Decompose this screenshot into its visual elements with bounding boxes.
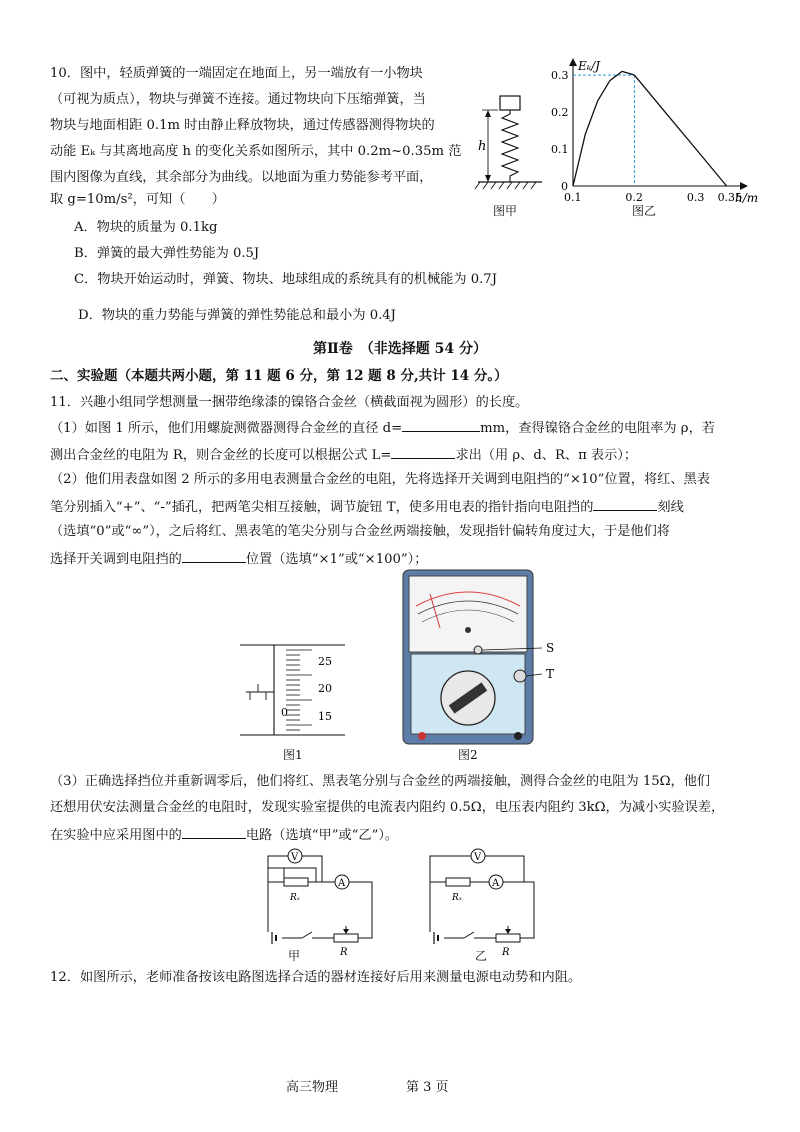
- x-tick-label: 0.35: [717, 191, 743, 204]
- q10-line: （可视为质点），物块与弹簧不连接。通过物块向下压缩弹簧，当: [50, 92, 426, 107]
- thimble-label-25: 25: [318, 655, 332, 668]
- q11-part1-line1: （1）如图 1 所示，他们用螺旋测微器测得合金丝的直径 d= mm，查得镍铬合金丝的电阻率为 ρ，若: [50, 417, 715, 439]
- x-tick-label: 0.3: [686, 191, 705, 204]
- dial-face: [409, 576, 527, 652]
- q10-line: 动能 Eₖ 与其离地高度 h 的变化关系如图所示，其中 0.2m~0.35m 范: [50, 144, 462, 159]
- q11-part1-line2: 测出合金丝的电阻为 R，则合金丝的长度可以根据公式 L= 求出（用 ρ、d、R、π 表示）；: [50, 444, 637, 466]
- x-tick-label: 0.1: [564, 191, 582, 204]
- q10-line: 物块与地面相距 0.1m 时由静止释放物块，通过传感器测得物块的: [50, 118, 435, 133]
- height-label: h: [478, 139, 487, 154]
- label-s: S: [546, 641, 555, 655]
- q11-intro: 11．兴趣小组同学想测量一捆带绝缘漆的镍铬合金丝（横截面视为圆形）的长度。: [50, 395, 529, 410]
- y-tick-label: 0.2: [551, 106, 569, 120]
- q11-part2-line2: 笔分别插入“+”、“-”插孔，把两笔尖相互接触，调节旋钮 T，使多用电表的指针指向电阻挡的 刻线: [50, 496, 684, 518]
- block: [500, 96, 520, 110]
- thimble-label-15: 15: [318, 710, 332, 723]
- q10-line: 围内图像为直线，其余部分为曲线。以地面为重力势能参考平面，: [50, 170, 433, 185]
- blank-range-setting[interactable]: [182, 548, 246, 563]
- svg-text:Rₓ: Rₓ: [452, 893, 462, 903]
- blank-zero-line[interactable]: [593, 496, 657, 511]
- y-tick-label: 0.1: [551, 143, 569, 157]
- footer-page: 第 3 页: [406, 1080, 449, 1095]
- ohm-adjust-knob-t[interactable]: [514, 670, 526, 682]
- q11-part3-line1: （3）正确选择挡位并重新调零后，他们将红、黑表笔分别与合金丝的两端接触，测得合金丝的电阻为 15Ω，他们: [50, 774, 711, 789]
- svg-text:A: A: [338, 878, 346, 889]
- rheostat-jia: [334, 934, 358, 942]
- ek-curve: [573, 71, 727, 186]
- circuit-jia-caption: 甲: [288, 949, 301, 963]
- q10-option-d: D．物块的重力势能与弹簧的弹性势能总和最小为 0.4J: [78, 308, 396, 323]
- q10-option-b: B．弹簧的最大弹性势能为 0.5J: [74, 246, 260, 261]
- sleeve-zero: 0: [281, 706, 288, 719]
- fig-jia-caption: 图甲: [493, 204, 518, 218]
- q12-text: 12．如图所示，老师准备按该电路图选择合适的器材连接好后用来测量电源电动势和内阻。: [50, 970, 582, 985]
- thimble-ticks: [286, 650, 312, 730]
- circuit-yi-caption: 乙: [475, 949, 488, 963]
- svg-text:R: R: [340, 947, 348, 958]
- x-axis-label: h/m: [735, 191, 759, 205]
- section-title: 第Ⅱ卷 （非选择题 54 分）: [312, 341, 488, 357]
- blank-diameter[interactable]: [402, 417, 480, 432]
- circuit-jia: [260, 840, 380, 966]
- q11-part2-line1: （2）他们用表盘如图 2 所示的多用电表测量合金丝的电阻，先将选择开关调到电阻挡的“×10”位置，将红、黑表: [50, 472, 710, 487]
- fig1-caption: 图1: [283, 748, 303, 762]
- ek-h-chart: [540, 56, 760, 216]
- q11-part2-line3: （选填“0”或“∞”），之后将红、黑表笔的笔尖分别与合金丝两端接触，发现指针偏转角度过大，于是他们将: [50, 524, 670, 539]
- multimeter-figure: [400, 568, 575, 746]
- svg-text:V: V: [291, 852, 299, 863]
- resistor-rx-jia: [284, 878, 308, 886]
- footer-subject: 高三物理: [286, 1080, 339, 1095]
- svg-text:V: V: [474, 852, 482, 863]
- q11-part3-line2: 还想用伏安法测量合金丝的电阻时，发现实验室提供的电流表内阻约 0.5Ω，电压表内阻约 3kΩ，为减小实验误差，: [50, 800, 725, 815]
- fig-yi-caption: 图乙: [632, 204, 657, 218]
- y-tick-label: 0: [561, 180, 568, 193]
- svg-text:R: R: [502, 947, 510, 958]
- q11-part3-line3: 在实验中应采用图中的 电路（选填“甲”或“乙”）。: [50, 824, 398, 846]
- svg-text:A: A: [492, 878, 500, 889]
- x-tick-label: 0.2: [625, 191, 643, 204]
- ground-hatch: [475, 182, 536, 189]
- blank-circuit-choice[interactable]: [182, 824, 246, 839]
- spring-figure: [470, 90, 550, 220]
- q10-option-c: C．物块开始运动时，弹簧、物块、地球组成的系统具有的机械能为 0.7J: [74, 272, 497, 287]
- q10-option-a: A．物块的质量为 0.1kg: [74, 220, 218, 235]
- svg-text:Rₓ: Rₓ: [290, 893, 300, 903]
- thimble-label-20: 20: [318, 682, 332, 695]
- q10-line: 取 g=10m/s²，可知（ ）: [50, 192, 225, 207]
- fig2-caption: 图2: [458, 748, 478, 762]
- spring: [502, 110, 518, 182]
- resistor-rx-yi: [446, 878, 470, 886]
- section-heading: 二、实验题（本题共两小题，第 11 题 6 分，第 12 题 8 分,共计 14 分。）: [50, 368, 508, 384]
- blank-length-formula[interactable]: [391, 444, 455, 459]
- micrometer-figure: [240, 640, 350, 742]
- y-axis-label: Eₖ/J: [578, 59, 600, 73]
- label-t: T: [546, 667, 555, 681]
- y-tick-label: 0.3: [551, 69, 569, 83]
- zero-adjust-screw-s[interactable]: [474, 646, 482, 654]
- q10-line: 10．图中，轻质弹簧的一端固定在地面上，另一端放有一小物块: [50, 66, 423, 81]
- q11-part2-line4: 选择开关调到电阻挡的 位置（选填“×1”或“×100”）；: [50, 548, 427, 570]
- rheostat-yi: [496, 934, 520, 942]
